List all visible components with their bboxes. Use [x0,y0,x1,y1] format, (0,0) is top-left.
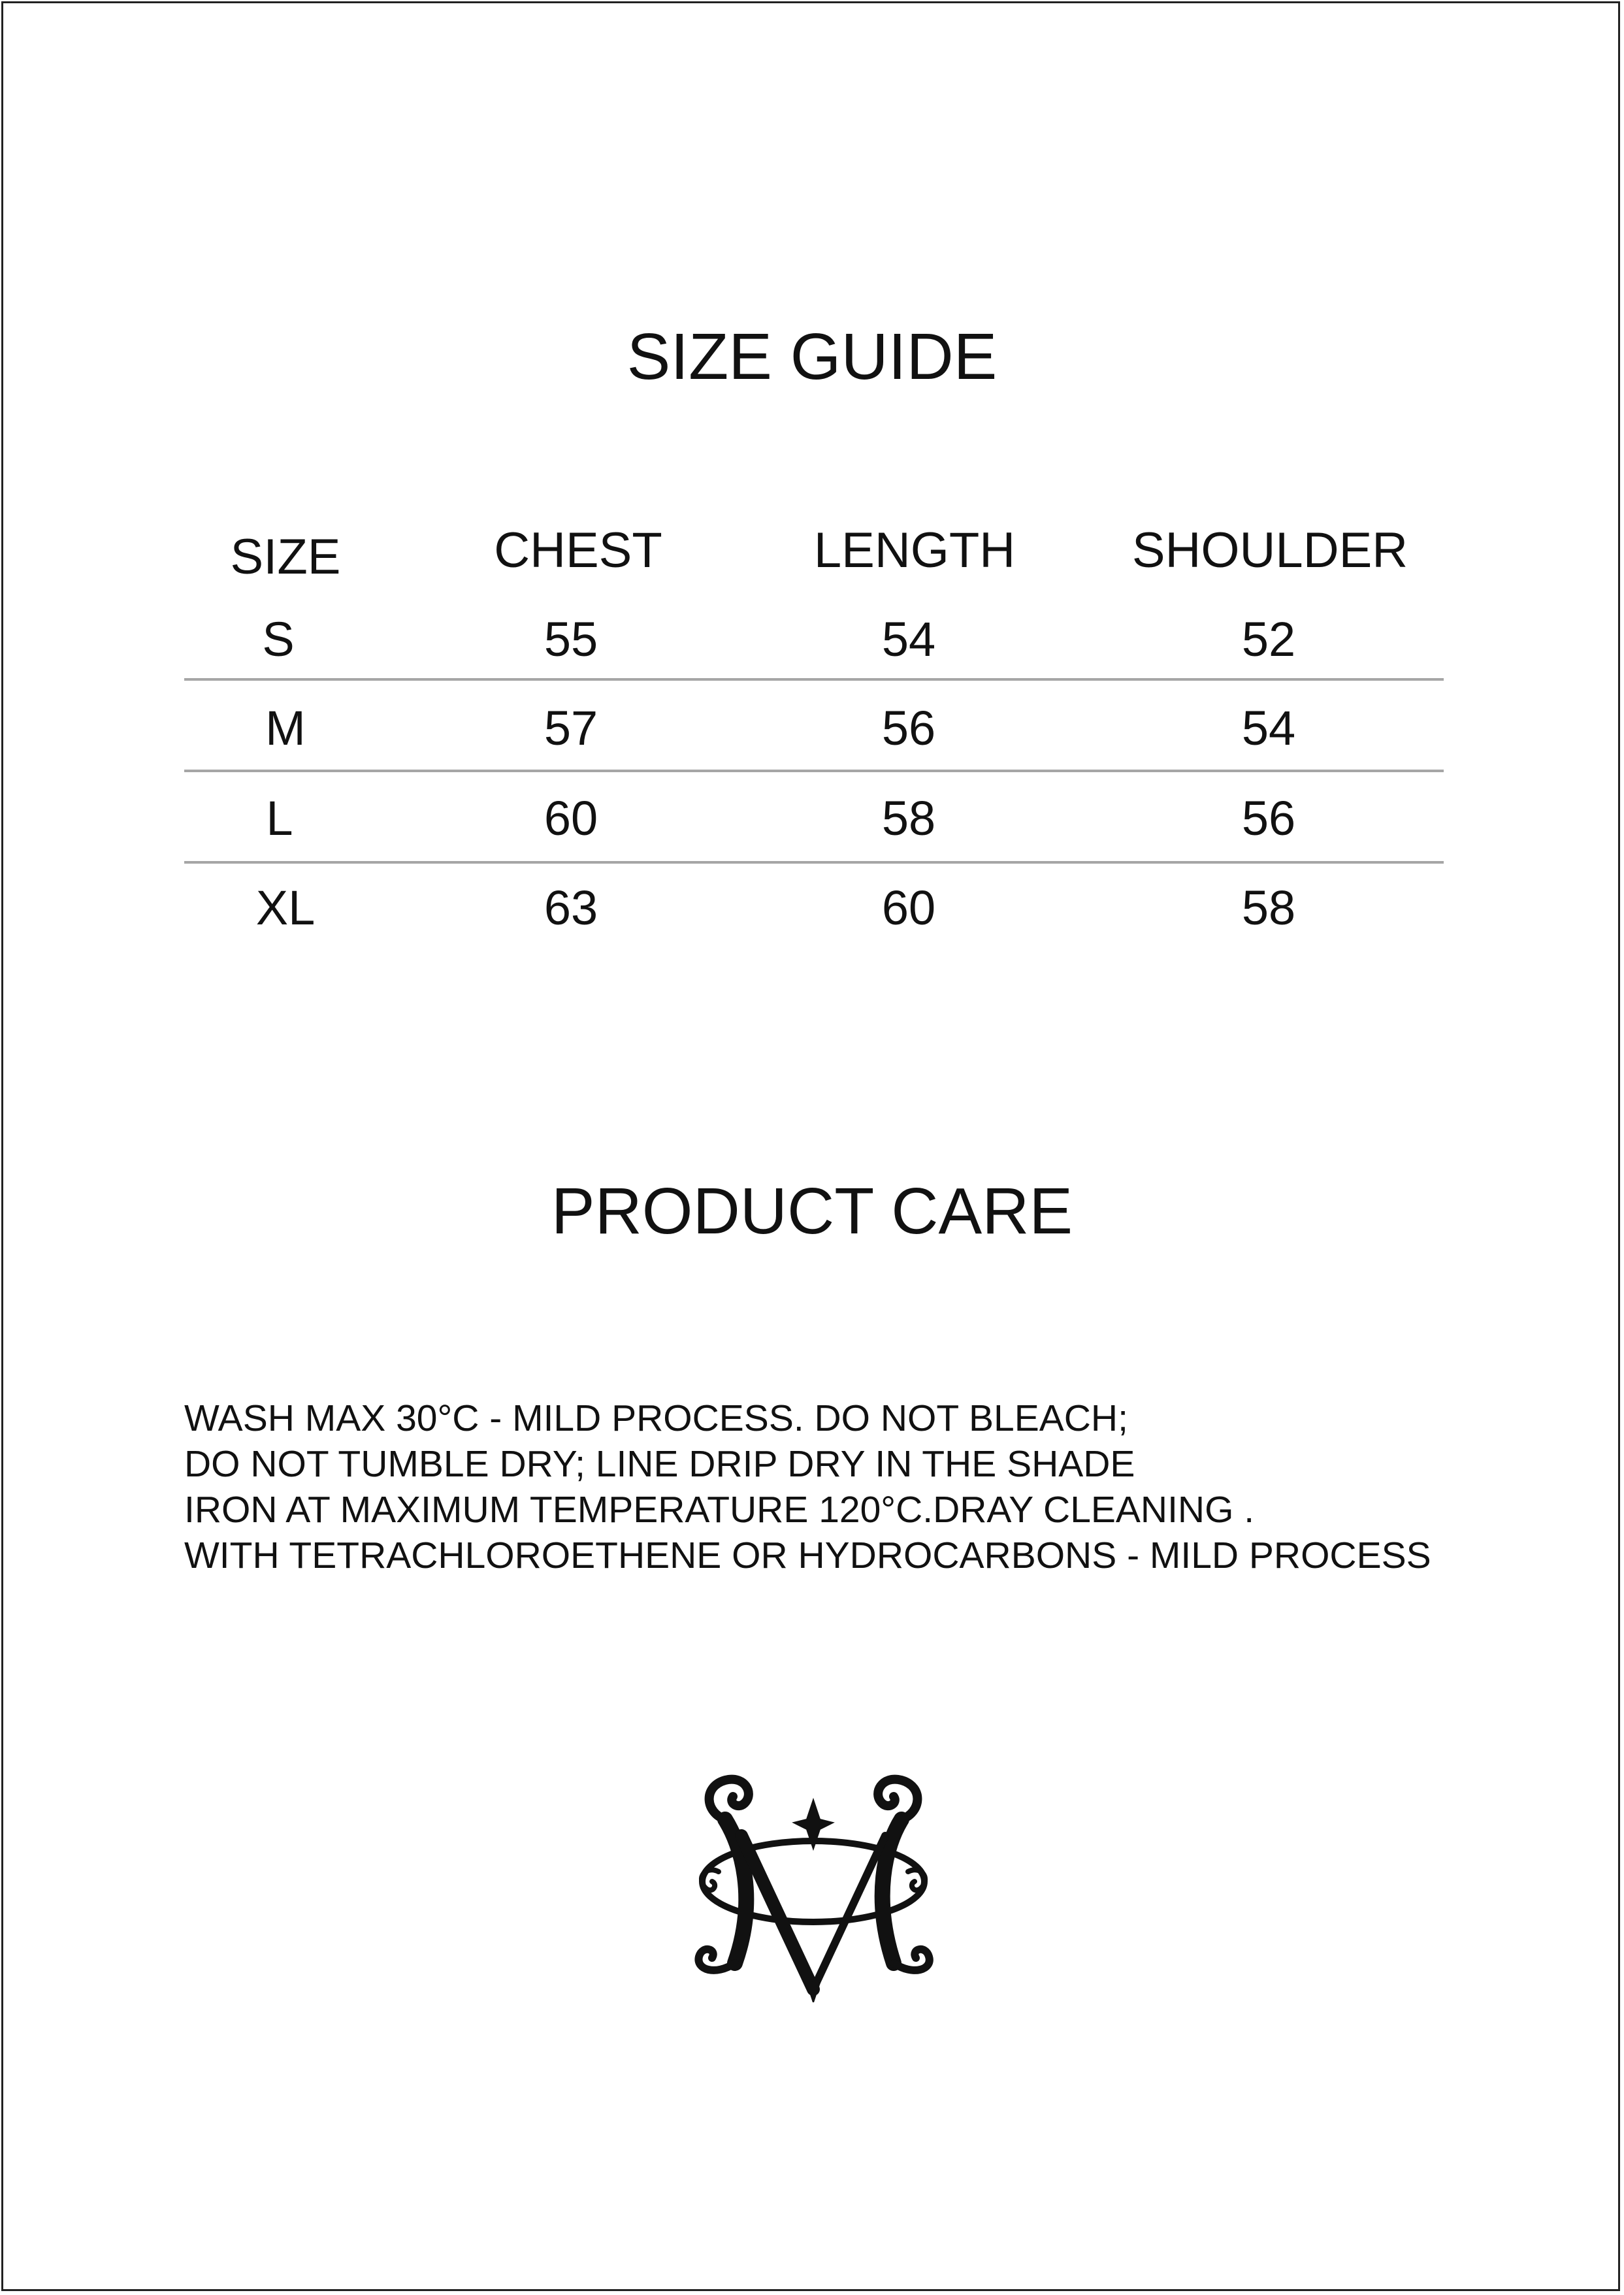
row-divider [184,770,1444,772]
row-divider [184,861,1444,864]
care-line: WASH MAX 30°C - MILD PROCESS. DO NOT BLEACH; [184,1397,1128,1439]
product-care-title: PRODUCT CARE [551,1175,1073,1248]
shoulder-cell: 58 [1241,881,1296,935]
length-cell: 56 [881,701,936,755]
care-line: DO NOT TUMBLE DRY; LINE DRIP DRY IN THE SHADE [184,1443,1135,1485]
size-cell: L [266,791,293,845]
column-header-size: SIZE [230,529,341,585]
column-header-length: LENGTH [813,523,1016,578]
care-line: WITH TETRACHLOROETHENE OR HYDROCARBONS - MILD PROCESS [184,1535,1431,1576]
length-cell: 54 [881,612,936,666]
size-cell: S [262,612,295,666]
size-cell: XL [255,881,316,935]
care-instructions [184,1395,1431,1578]
shoulder-cell: 52 [1241,612,1296,666]
column-header-shoulder: SHOULDER [1131,523,1408,578]
length-cell: 58 [881,791,936,845]
shoulder-cell: 54 [1241,701,1296,755]
size-cell: M [265,701,306,755]
row-divider [184,678,1444,681]
care-line: IRON AT MAXIMUM TEMPERATURE 120°C.DRAY CLEANING . [184,1489,1255,1531]
size-guide-title: SIZE GUIDE [626,320,998,393]
shoulder-cell: 56 [1241,791,1296,845]
chest-cell: 57 [544,701,598,755]
length-cell: 60 [881,881,936,935]
column-header-chest: CHEST [494,523,662,578]
chest-cell: 63 [544,881,598,935]
chest-cell: 60 [544,791,598,845]
monogram-logo-icon [686,1774,941,2002]
chest-cell: 55 [544,612,598,666]
